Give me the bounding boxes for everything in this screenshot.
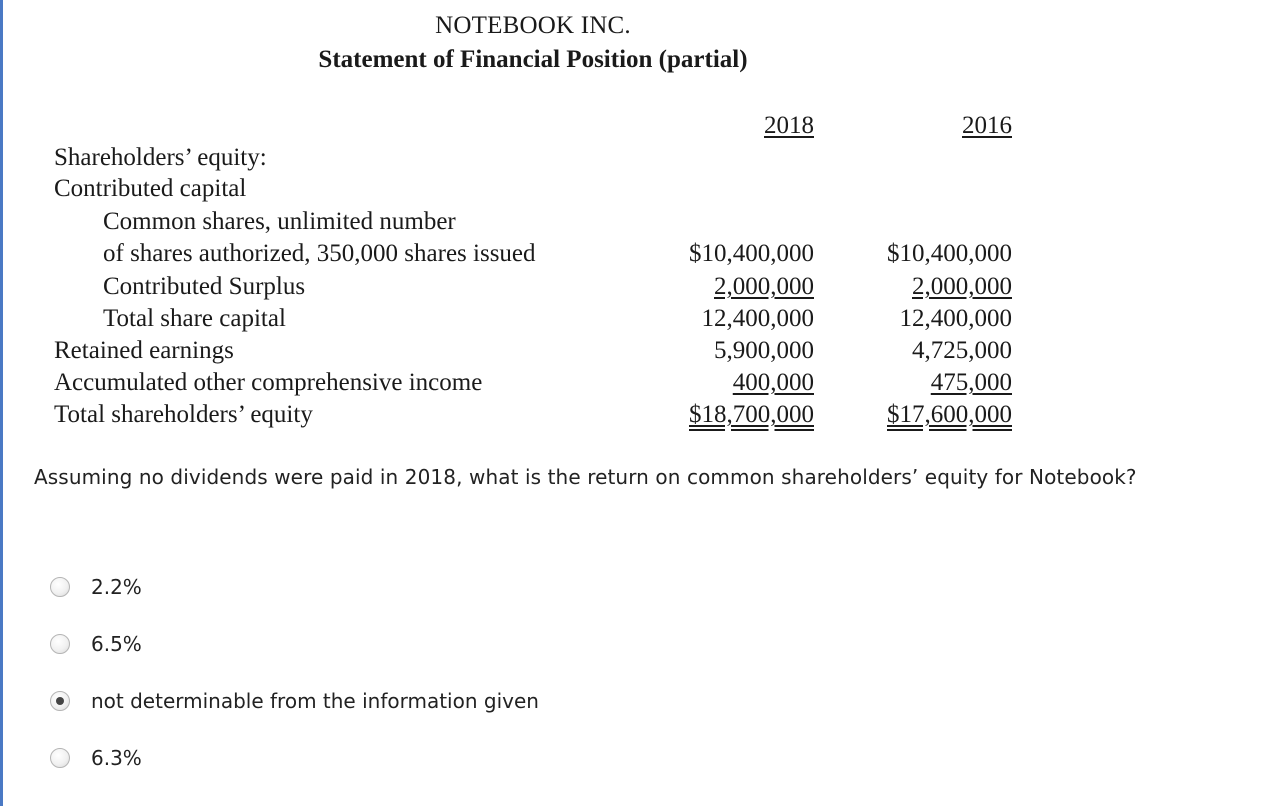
value-2018-contributed-surplus: 2,000,000 [714, 273, 814, 300]
radio-button-icon[interactable] [50, 748, 70, 768]
value-2016-retained-earnings: 4,725,000 [912, 337, 1012, 364]
answer-option-label[interactable]: 2.2% [91, 575, 142, 599]
value-2016-common-shares: $10,400,000 [887, 240, 1012, 267]
answer-option-2[interactable] [50, 632, 142, 656]
answer-option-4[interactable] [50, 746, 142, 770]
radio-button-selected-icon[interactable] [50, 691, 70, 711]
radio-button-icon[interactable] [50, 577, 70, 597]
label-aoci: Accumulated other comprehensive income [54, 369, 483, 396]
label-total-share-capital: Total share capital [103, 305, 286, 332]
label-contributed-capital: Contributed capital [54, 175, 247, 202]
label-contributed-surplus: Contributed Surplus [103, 273, 306, 300]
year-2016-header: 2016 [962, 112, 1012, 139]
answer-option-1[interactable] [50, 575, 142, 599]
value-2018-common-shares: $10,400,000 [689, 240, 814, 267]
label-retained-earnings: Retained earnings [54, 337, 234, 364]
value-2016-aoci: 475,000 [930, 369, 1012, 396]
answer-option-label[interactable]: not determinable from the information given [91, 689, 539, 713]
value-2016-contributed-surplus: 2,000,000 [912, 273, 1012, 300]
value-2016-total-equity: $17,600,000 [887, 401, 1012, 428]
statement-title: Statement of Financial Position (partial) [318, 46, 748, 73]
answer-option-label[interactable]: 6.5% [91, 632, 142, 656]
value-2016-total-share-capital: 12,400,000 [899, 305, 1012, 332]
answer-option-label[interactable]: 6.3% [91, 746, 142, 770]
company-title: NOTEBOOK INC. [435, 12, 631, 39]
answer-option-3[interactable] [50, 689, 539, 713]
value-2018-total-equity: $18,700,000 [689, 401, 814, 428]
value-2018-aoci: 400,000 [732, 369, 814, 396]
question-text: Assuming no dividends were paid in 2018, what is the return on common shareholders’ equity for Notebook? [34, 465, 1137, 489]
label-common-shares-line1: Common shares, unlimited number [103, 208, 456, 235]
radio-button-icon[interactable] [50, 634, 70, 654]
label-common-shares-line2: of shares authorized, 350,000 shares issued [103, 240, 536, 267]
year-2018-header: 2018 [764, 112, 814, 139]
label-shareholders-equity: Shareholders’ equity: [54, 144, 267, 171]
label-total-equity: Total shareholders’ equity [54, 401, 313, 428]
value-2018-retained-earnings: 5,900,000 [714, 337, 814, 364]
value-2018-total-share-capital: 12,400,000 [701, 305, 814, 332]
